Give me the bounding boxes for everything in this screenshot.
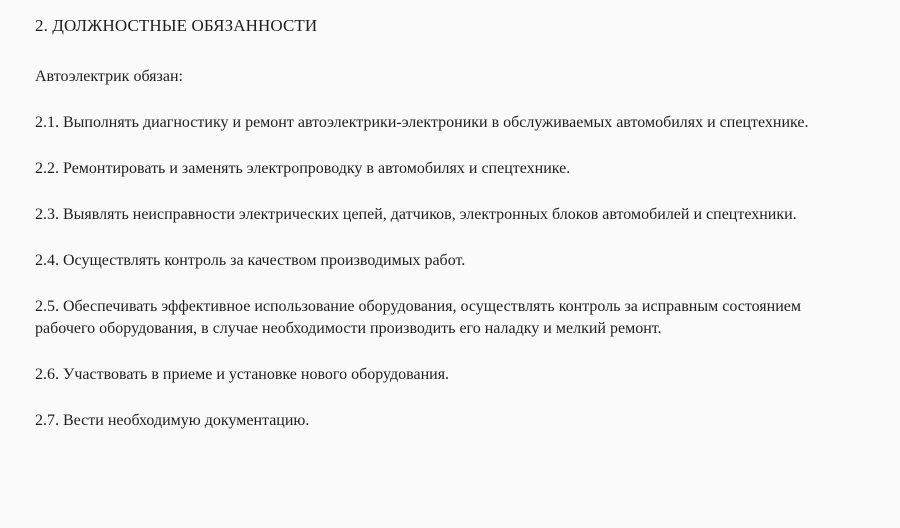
duty-item — [35, 410, 815, 432]
duty-item — [35, 158, 815, 180]
duty-text: Ремонтировать и заменять электропроводку в автомобилях и спецтехнике. — [63, 160, 571, 177]
duty-text: Участвовать в приеме и установке нового оборудования. — [63, 366, 450, 383]
duty-number: 2.7. — [35, 412, 59, 429]
duty-item — [35, 364, 815, 386]
duty-text: Выполнять диагностику и ремонт автоэлектрики-электроники в обслуживаемых автомобилях и спецтехнике. — [63, 114, 809, 131]
duty-item — [35, 250, 815, 272]
section-heading: 2. ДОЛЖНОСТНЫЕ ОБЯЗАННОСТИ — [35, 16, 318, 35]
duty-item — [35, 296, 815, 340]
intro-text: Автоэлектрик обязан: — [35, 68, 183, 85]
duties-list — [35, 112, 860, 432]
duty-number: 2.1. — [35, 114, 59, 131]
duty-number: 2.3. — [35, 206, 59, 223]
duty-text: Обеспечивать эффективное использование оборудования, осуществлять контроль за исправным состоянием рабочего оборудования, в случае необходимости производить его наладку и мелкий ремонт. — [35, 298, 802, 337]
duty-item — [35, 112, 815, 134]
duty-number: 2.4. — [35, 252, 59, 269]
duty-text: Осуществлять контроль за качеством производимых работ. — [63, 252, 466, 269]
duty-text: Выявлять неисправности электрических цепей, датчиков, электронных блоков автомобилей и спецтехники. — [63, 206, 797, 223]
duty-number: 2.2. — [35, 160, 59, 177]
duty-number: 2.5. — [35, 298, 59, 315]
duty-text: Вести необходимую документацию. — [63, 412, 310, 429]
duty-item — [35, 204, 815, 226]
duty-number: 2.6. — [35, 366, 59, 383]
